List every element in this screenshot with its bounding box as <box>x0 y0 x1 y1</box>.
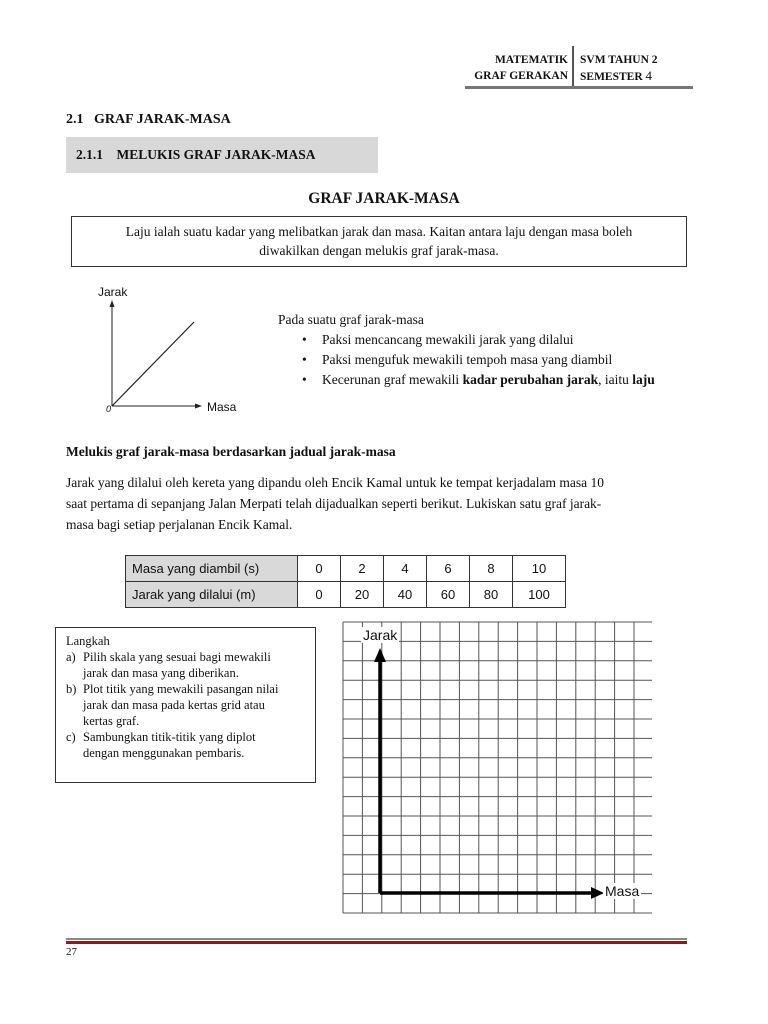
table-cell: 40 <box>384 582 427 608</box>
step-line: Sambungkan titik-titik yang diplot <box>83 730 256 744</box>
example-origin-label: 0 <box>106 404 112 414</box>
table-row-header: Jarak yang dilalui (m) <box>126 582 298 608</box>
table-cell: 100 <box>513 582 566 608</box>
grid-y-label: Jarak <box>363 627 398 643</box>
table-row-header: Masa yang diambil (s) <box>126 556 298 582</box>
header-course-block <box>580 52 658 85</box>
example-x-arrow <box>195 404 202 409</box>
section-title <box>66 112 231 128</box>
property-item: • Paksi mencancang mewakili jarak yang dilalui <box>302 330 655 350</box>
table-cell: 10 <box>513 556 566 582</box>
table-cell: 2 <box>341 556 384 582</box>
step-marker: b) <box>66 682 77 696</box>
section-name: GRAF JARAK-MASA <box>94 112 231 127</box>
heading-2: Melukis graf jarak-masa berdasarkan jadual jarak-masa <box>66 444 396 459</box>
step-item <box>66 729 309 761</box>
header-semester-label: SEMESTER <box>580 71 643 83</box>
header-subject: MATEMATIK <box>494 54 568 66</box>
step-marker: c) <box>66 730 76 744</box>
property-item <box>302 370 655 390</box>
table-cell: 80 <box>470 582 513 608</box>
step-line: kertas graf. <box>83 714 140 728</box>
paragraph-line: Jarak yang dilalui oleh kereta yang dipandu oleh Encik Kamal untuk ke tempat kerjadalam masa 10 <box>66 475 604 490</box>
section-number: 2.1 <box>66 112 84 127</box>
step-item <box>66 681 309 729</box>
paragraph-line: saat pertama di sepanjang Jalan Merpati telah dijadualkan seperti berikut. Lukiskan satu graf jarak- <box>66 496 602 511</box>
subsection-name: MELUKIS GRAF JARAK-MASA <box>116 147 316 162</box>
problem-paragraph <box>66 472 676 535</box>
table-cell: 0 <box>298 582 341 608</box>
properties-intro: Pada suatu graf jarak-masa <box>278 312 424 327</box>
table-row <box>126 556 566 582</box>
properties-list <box>302 330 655 390</box>
header-semester <box>580 68 658 85</box>
step-item <box>66 649 309 681</box>
subsection-box <box>66 137 378 173</box>
table-cell: 4 <box>384 556 427 582</box>
steps-list <box>66 649 309 761</box>
header-topic: GRAF GERAKAN <box>474 70 568 82</box>
example-y-arrow <box>110 300 115 307</box>
step-line: Pilih skala yang sesuai bagi mewakili <box>83 650 271 664</box>
step-line: jarak dan masa pada kertas grid atau <box>83 698 265 712</box>
step-marker: a) <box>66 650 76 664</box>
subsection-number: 2.1.1 <box>76 147 103 162</box>
main-title: GRAF JARAK-MASA <box>308 190 460 207</box>
step-line: jarak dan masa yang diberikan. <box>83 666 239 680</box>
table-cell: 6 <box>427 556 470 582</box>
property-text: Kecerunan graf mewakili <box>322 372 463 387</box>
header-course: SVM TAHUN 2 <box>580 54 658 66</box>
definition-line-1: Laju ialah suatu kadar yang melibatkan jarak dan masa. Kaitan antara laju dengan masa boleh <box>125 224 633 239</box>
property-bold-term: laju <box>632 372 655 387</box>
footer-rule <box>66 938 687 940</box>
example-graph-line <box>112 322 194 406</box>
definition-box <box>71 216 687 267</box>
step-line: Plot titik yang mewakili pasangan nilai <box>83 682 279 696</box>
page-number: 27 <box>66 946 77 958</box>
distance-time-table <box>125 555 566 608</box>
header-subject-block <box>474 52 568 84</box>
header-rule <box>465 86 693 89</box>
definition-line-2: diwakilkan dengan melukis graf jarak-masa. <box>259 243 499 258</box>
graph-properties <box>278 310 655 390</box>
example-distance-time-graph <box>92 282 252 422</box>
grid-svg <box>340 620 652 916</box>
paragraph-line: masa bagi setiap perjalanan Encik Kamal. <box>66 517 293 532</box>
example-y-label: Jarak <box>98 285 128 299</box>
blank-graph-grid <box>340 620 652 916</box>
subsection-title <box>76 147 316 163</box>
table-cell: 0 <box>298 556 341 582</box>
steps-title: Langkah <box>66 634 110 648</box>
property-item: • Paksi mengufuk mewakili tempoh masa yang diambil <box>302 350 655 370</box>
header-separator <box>572 46 574 88</box>
grid-x-label: Masa <box>605 883 640 899</box>
footer-accent-rule <box>66 941 687 944</box>
table-row <box>126 582 566 608</box>
grid-y-arrow <box>374 648 386 662</box>
example-x-label: Masa <box>207 400 237 414</box>
table-cell: 8 <box>470 556 513 582</box>
table-cell: 20 <box>341 582 384 608</box>
property-text: , iaitu <box>598 372 633 387</box>
steps-box <box>55 627 316 783</box>
header-semester-number: 4 <box>645 68 653 83</box>
table-cell: 60 <box>427 582 470 608</box>
property-bold-term: kadar perubahan jarak <box>462 372 599 387</box>
step-line: dengan menggunakan pembaris. <box>83 746 245 760</box>
